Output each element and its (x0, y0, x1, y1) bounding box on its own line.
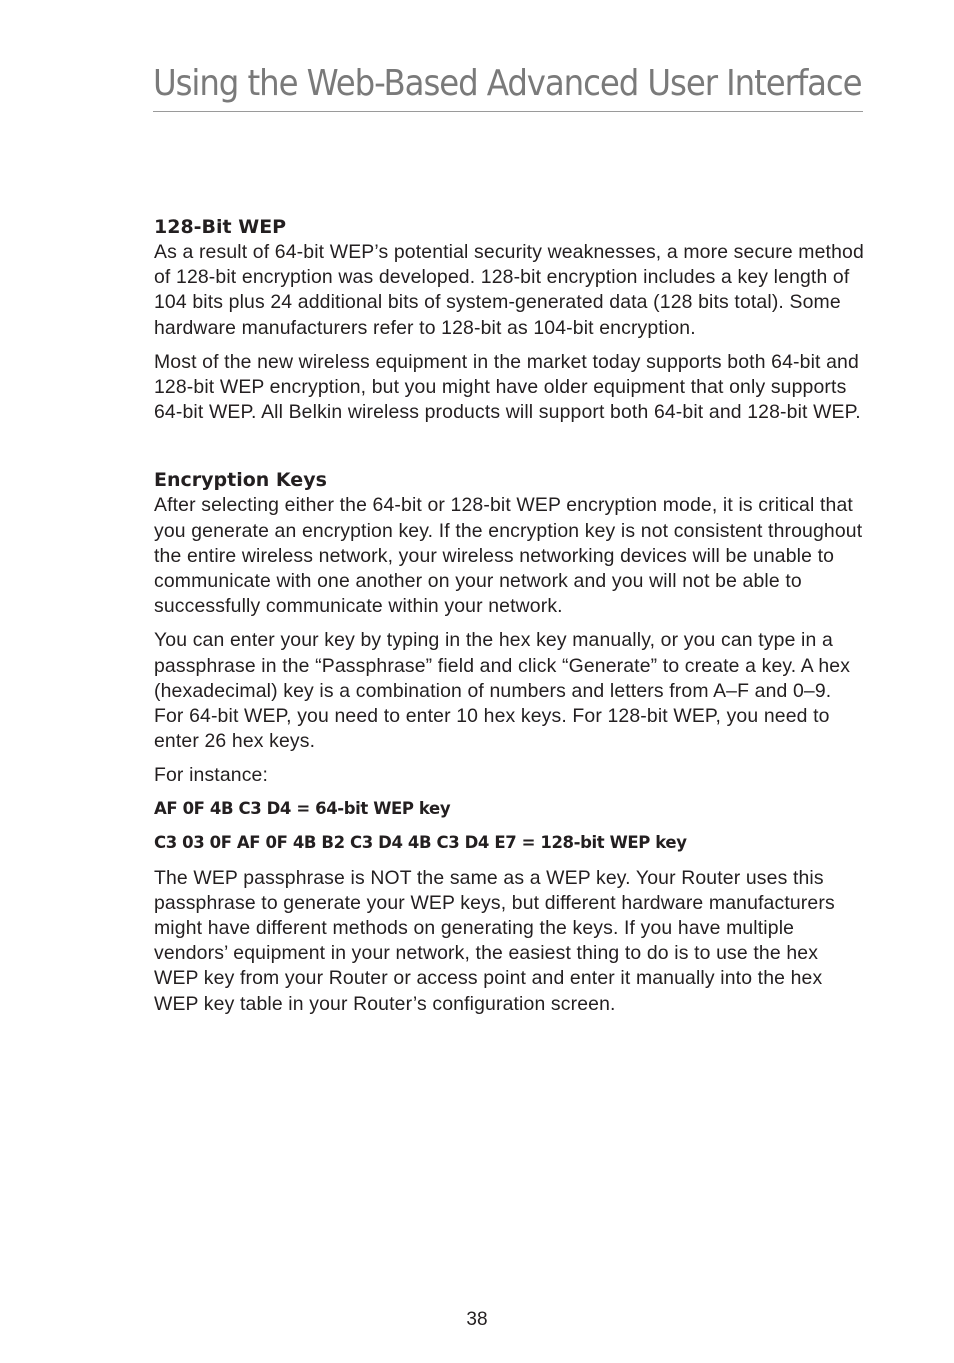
page-header (153, 60, 863, 108)
section-heading: Encryption Keys (154, 469, 327, 492)
paragraph: After selecting either the 64-bit or 128-bit WEP encryption mode, it is critical that you generate an encryption key. If the encryption key is not consistent throughout the entire wireless network, your wireless networking devices will be unable to communicate with one another on your network and you will not be able to successfully communicate within your network. (154, 494, 863, 618)
paragraph: For instance: (154, 764, 269, 787)
page-content (154, 214, 866, 1059)
page-number: 38 (466, 1309, 488, 1330)
section-heading: 128-Bit WEP (154, 216, 287, 238)
paragraph: As a result of 64-bit WEP’s potential security weaknesses, a more secure method of 128-bit encryption was developed. 128-bit encryption includes a key length of 104 bits plus 24 additional bits of system-generated data (128 bits total). Some hardware manufacturers refer to 128-bit as 104-bit encryption. (154, 241, 864, 339)
example-64-bit-key: AF 0F 4B C3 D4 = 64-bit WEP key (154, 798, 451, 818)
header-divider (153, 111, 863, 112)
paragraph: The WEP passphrase is NOT the same as a WEP key. Your Router uses this passphrase to generate your WEP keys, but different hardware manufacturers might have different methods on generating the keys. If you have multiple vendors’ equipment in your network, the easiest thing to do is to use the hex WEP key from your Router or access point and enter it manually into the hex WEP key table in your Router’s configuration screen. (154, 866, 835, 1015)
paragraph: Most of the new wireless equipment in the market today supports both 64-bit and 128-bit WEP encryption, but you might have older equipment that only supports 64-bit WEP. All Belkin wireless products will support both 64-bit and 128-bit WEP. (154, 350, 861, 424)
paragraph: You can enter your key by typing in the hex key manually, or you can type in a passphrase in the “Passphrase” field and click “Generate” to create a key. A hex (hexadecimal) key is a combination of numbers and letters from A–F and 0–9. For 64-bit WEP, you need to enter 10 hex keys. For 128-bit WEP, you need to enter 26 hex keys. (154, 629, 851, 753)
page-title: Using the Web-Based Advanced User Interface (153, 63, 862, 104)
section-encryption-keys (154, 467, 866, 1016)
example-128-bit-key: C3 03 0F AF 0F 4B B2 C3 D4 4B C3 D4 E7 = 128-bit WEP key (154, 832, 687, 852)
section-128-bit-wep (154, 214, 866, 425)
